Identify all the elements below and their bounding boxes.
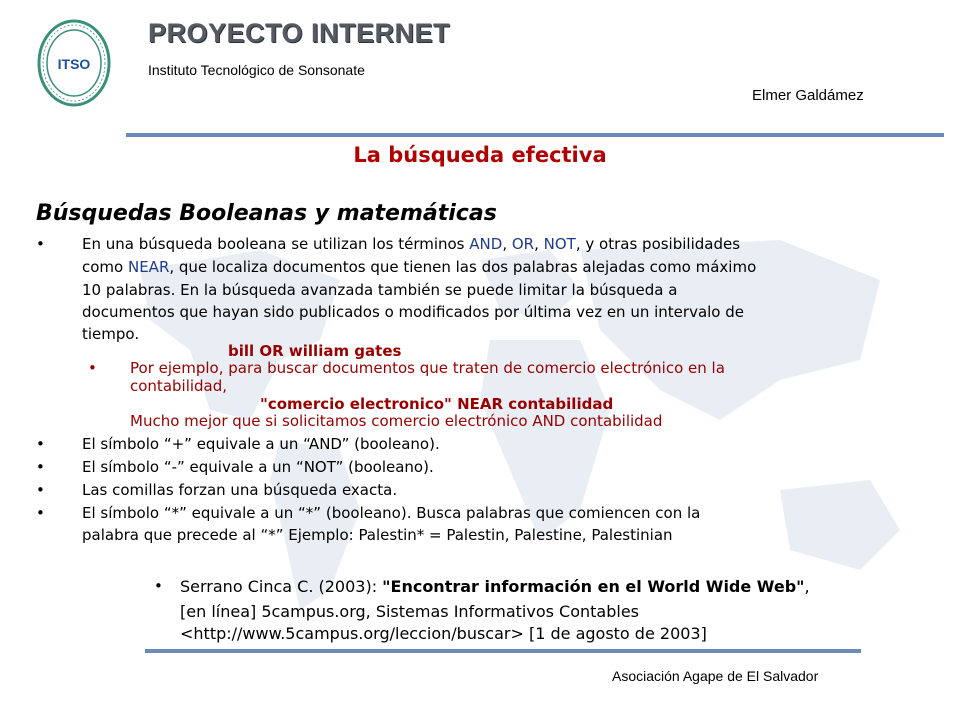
bullet-marker: • xyxy=(36,458,45,476)
slide-title: La búsqueda efectiva xyxy=(353,143,607,167)
footer-divider xyxy=(145,649,861,653)
section-heading: Búsquedas Booleanas y matemáticas xyxy=(36,201,497,226)
institute-name: Instituto Tecnológico de Sonsonate xyxy=(148,62,365,78)
boolean-example: bill OR william gates xyxy=(228,342,402,360)
header-divider xyxy=(126,133,944,137)
bullet-1-line-3: 10 palabras. En la búsqueda avanzada también se puede limitar la búsqueda a xyxy=(82,281,678,299)
text-span: como xyxy=(82,258,128,276)
near-query-example: "comercio electronico" NEAR contabilidad xyxy=(260,395,614,413)
keyword-near: NEAR xyxy=(127,258,170,276)
sub-bullet-line-2: contabilidad, xyxy=(130,377,228,395)
text-span: , xyxy=(534,235,544,253)
bullet-plus-symbol: El símbolo “+” equivale a un “AND” (booleano). xyxy=(82,435,440,453)
footer-organization: Asociación Agape de El Salvador xyxy=(612,668,819,684)
itso-seal-logo xyxy=(36,18,112,108)
keyword-not: NOT xyxy=(543,235,576,253)
text-span: En una búsqueda booleana se utilizan los términos xyxy=(82,235,470,253)
reference-bullet-marker: • xyxy=(154,577,163,595)
text-span: , xyxy=(502,235,512,253)
reference-line-2: [en línea] 5campus.org, Sistemas Informativos Contables xyxy=(180,602,640,621)
bullet-marker: • xyxy=(36,235,45,253)
sub-bullet-line-3: Mucho mejor que si solicitamos comercio electrónico AND contabilidad xyxy=(130,412,663,430)
project-title: PROYECTO INTERNET xyxy=(148,18,451,48)
bullet-1-line-4: documentos que hayan sido publicados o modificados por última vez en un intervalo de xyxy=(82,303,744,321)
reference-line-1 xyxy=(180,575,810,598)
reference-url[interactable]: <http://www.5campus.org/leccion/buscar> [1 de agosto de 2003] xyxy=(180,624,707,643)
sub-bullet-marker: • xyxy=(88,359,97,377)
bullet-marker: • xyxy=(36,504,45,522)
bullet-marker: • xyxy=(36,435,45,453)
text-span: , y otras posibilidades xyxy=(575,235,741,253)
sub-bullet-line-1: Por ejemplo, para buscar documentos que traten de comercio electrónico en la xyxy=(130,359,725,377)
bullet-minus-symbol: El símbolo “-” equivale a un “NOT” (booleano). xyxy=(82,458,434,476)
text-span: , xyxy=(804,577,810,596)
bullet-asterisk-line-1: El símbolo “*” equivale a un “*” (booleano). Busca palabras que comiencen con la xyxy=(82,504,701,522)
bullet-asterisk-line-2: palabra que precede al “*” Ejemplo: Palestin* = Palestin, Palestine, Palestinian xyxy=(82,526,673,544)
bullet-1-line-1 xyxy=(82,233,740,256)
seal-text: ITSO xyxy=(57,56,91,72)
author-name: Elmer Galdámez xyxy=(752,87,864,104)
text-span: , que localiza documentos que tienen las dos palabras alejadas como máximo xyxy=(169,258,757,276)
bullet-quotes: Las comillas forzan una búsqueda exacta. xyxy=(82,481,398,499)
keyword-and: AND xyxy=(469,235,503,253)
bullet-1-line-5: tiempo. xyxy=(82,325,140,343)
text-span: Serrano Cinca C. (2003): xyxy=(180,577,383,596)
keyword-or: OR xyxy=(511,235,535,253)
bullet-marker: • xyxy=(36,481,45,499)
bullet-1-line-2 xyxy=(82,256,756,279)
reference-title: "Encontrar información en el World Wide Web" xyxy=(382,577,805,596)
